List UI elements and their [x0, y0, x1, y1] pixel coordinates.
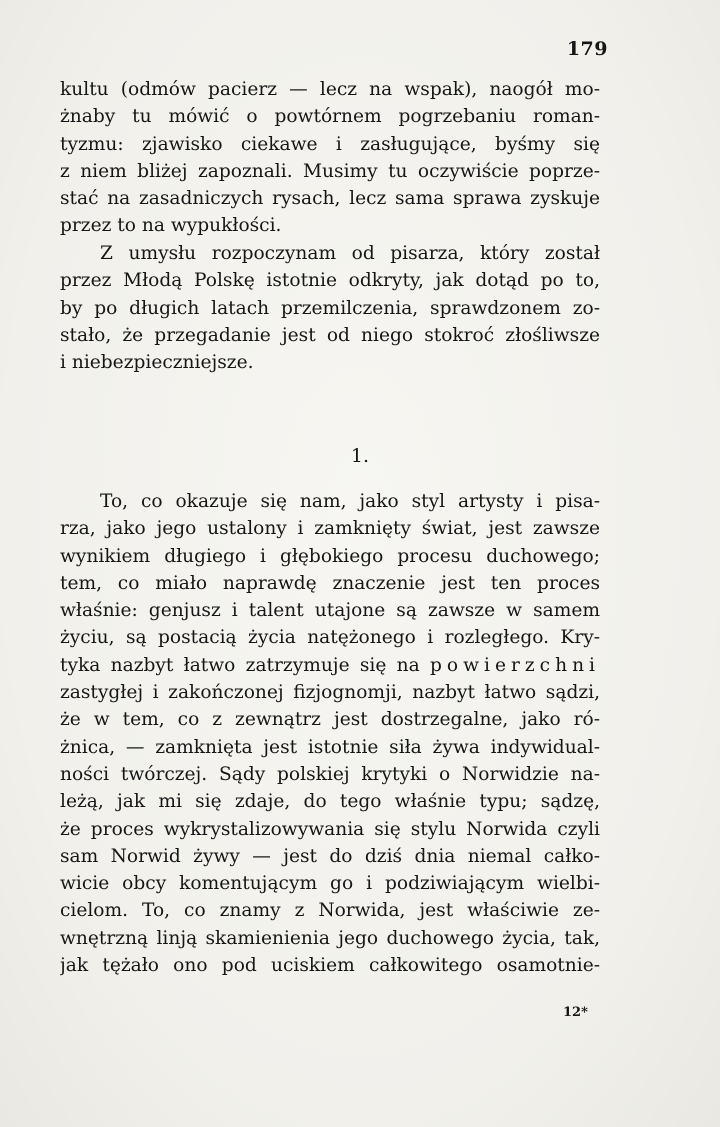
text-line: wicie obcy komentującym go i podziwiającym wielbi- — [60, 873, 600, 895]
text-line: i niebezpieczniejsze. — [60, 352, 254, 374]
paragraph-continued — [60, 76, 600, 240]
section-number: 1. — [350, 445, 370, 467]
text-line: kultu (odmów pacierz — lecz na wspak), naogół mo- — [60, 79, 600, 100]
page-number: 179 — [566, 38, 608, 60]
text-line: tem, co miało naprawdę znaczenie jest ten proces — [60, 572, 600, 594]
text-line: leżą, jak mi się zdaje, do tego właśnie typu; sądzę, — [60, 791, 600, 813]
text-line: właśnie: genjusz i talent utajone są zawsze w samem — [60, 600, 600, 622]
printer-signature-mark: 12* — [563, 1005, 588, 1020]
text-fragment: tyka nazbyt łatwo zatrzymuje się na — [60, 654, 431, 676]
text-line: tyzmu: zjawisko ciekawe i zasługujące, byśmy się — [60, 133, 600, 155]
paragraph-intro — [60, 240, 600, 376]
text-line: że proces wykrystalizowywania się stylu Norwida czyli — [60, 818, 600, 840]
text-line: że w tem, co z zewnątrz jest dostrzegalne, jako ró- — [60, 709, 600, 731]
text-line: wnętrzną linją skamienienia jego duchowego życia, tak, — [60, 927, 600, 949]
text-line: stało, że przegadanie jest od niego stokroć złośliwsze — [60, 324, 600, 346]
text-line: żnica, — zamknięta jest istotnie siła żywa indywidual- — [60, 736, 600, 758]
text-line: ności twórczej. Sądy polskiej krytyki o Norwidzie na- — [60, 763, 600, 785]
text-line: przez Młodą Polskę istotnie odkryty, jak dotąd po to, — [60, 270, 600, 292]
spaced-emphasis-word: powierzchni — [430, 654, 600, 676]
text-line: by po długich latach przemilczenia, sprawdzonem zo- — [60, 297, 600, 319]
text-line: sam Norwid żywy — jest do dziś dnia niemal całko- — [60, 845, 600, 867]
text-line: przez to na wypukłości. — [60, 215, 282, 237]
text-line: To, co okazuje się nam, jako styl artysty i pisa- — [100, 491, 600, 512]
text-line-emphasis — [60, 652, 600, 679]
text-line: życiu, są postacią życia natężonego i rozległego. Kry- — [60, 627, 600, 649]
text-line: wynikiem długiego i głębokiego procesu duchowego; — [60, 545, 600, 567]
text-line: zastygłej i zakończonej fizjognomji, nazbyt łatwo sądzi, — [60, 682, 600, 704]
paragraph-main — [60, 488, 600, 979]
text-line: cielom. To, co znamy z Norwida, jest właściwie ze- — [60, 900, 600, 922]
text-line: z niem bliżej zapoznali. Musimy tu oczywiście poprze- — [60, 160, 600, 182]
text-line: rza, jako jego ustalony i zamknięty świat, jest zawsze — [60, 518, 600, 540]
text-line: stać na zasadniczych rysach, lecz sama sprawa zyskuje — [60, 188, 600, 210]
text-line: Z umysłu rozpoczynam od pisarza, który został — [100, 243, 600, 264]
text-line: żnaby tu mówić o powtórnem pogrzebaniu roman- — [60, 106, 600, 128]
text-line: jak tężało ono pod uciskiem całkowitego osamotnie- — [60, 955, 600, 977]
